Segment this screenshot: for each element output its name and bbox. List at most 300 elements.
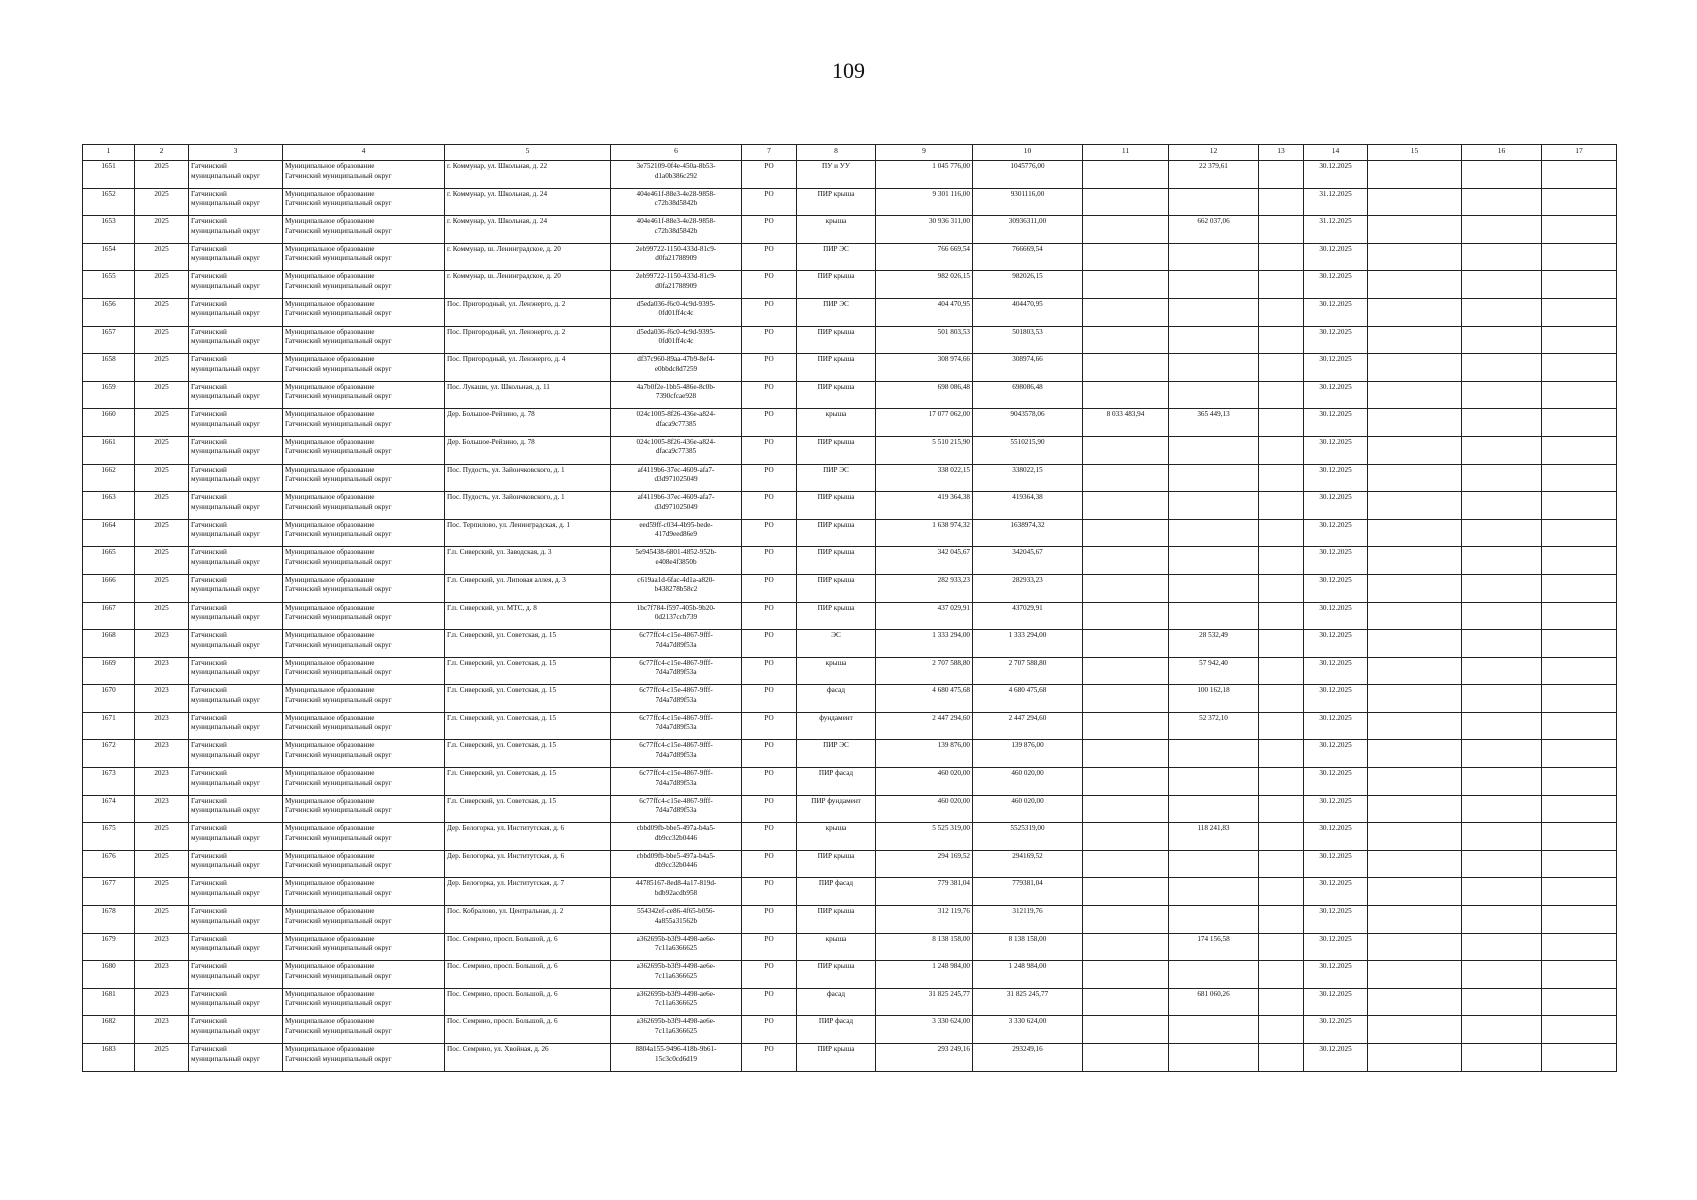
municipality-line1: Муниципальное образование (285, 575, 375, 584)
district (189, 519, 283, 547)
operator: РО (742, 1044, 797, 1072)
col-16 (1462, 436, 1542, 464)
col-16 (1462, 823, 1542, 851)
total-cost: 9 301 116,00 (876, 188, 973, 216)
house-guid-line1: d5eda036-f6c0-4c9d-9395- (636, 299, 716, 308)
municipality-line1: Муниципальное образование (285, 437, 375, 446)
table-row (83, 1044, 1617, 1072)
address: Г.п. Сиверский, ул. Советская, д. 15 (445, 685, 611, 713)
house-guid (611, 326, 742, 354)
total-cost: 501 803,53 (876, 326, 973, 354)
municipality-line1: Муниципальное образование (285, 465, 375, 474)
district-line2: муниципальный округ (191, 668, 260, 677)
municipality (283, 243, 445, 271)
total-cost: 3 330 624,00 (876, 1016, 973, 1044)
column-header: 4 (283, 145, 445, 161)
house-guid (611, 602, 742, 630)
district-line1: Гатчинский (191, 879, 227, 888)
row-number: 1665 (83, 547, 135, 575)
col-13 (1259, 1044, 1304, 1072)
row-number: 1675 (83, 823, 135, 851)
table-row (83, 740, 1617, 768)
control-cost (1169, 547, 1259, 575)
work-type: крыша (797, 933, 876, 961)
col-17 (1542, 354, 1617, 382)
control-cost (1169, 1044, 1259, 1072)
work-type: ПИР крыша (797, 492, 876, 520)
work-type: крыша (797, 657, 876, 685)
total-cost: 1 045 776,00 (876, 161, 973, 189)
due-date: 30.12.2025 (1304, 436, 1368, 464)
column-header: 17 (1542, 145, 1617, 161)
total-cost: 766 669,54 (876, 243, 973, 271)
column-header: 11 (1083, 145, 1169, 161)
col-16 (1462, 574, 1542, 602)
house-guid-line1: 554342ef-ce86-4f65-b056- (637, 907, 715, 916)
district-line1: Гатчинский (191, 382, 227, 391)
district-line1: Гатчинский (191, 437, 227, 446)
col-15 (1368, 188, 1462, 216)
col-16 (1462, 740, 1542, 768)
house-guid-line2: 7d4a7d89f53a (655, 750, 697, 759)
fund-cost: 5525319,00 (973, 823, 1083, 851)
row-number: 1651 (83, 161, 135, 189)
municipality-line2: Гатчинский муниципальный округ (285, 447, 392, 456)
municipality-line2: Гатчинский муниципальный округ (285, 502, 392, 511)
col-15 (1368, 795, 1462, 823)
work-type: ПИР ЭС (797, 740, 876, 768)
year: 2023 (135, 768, 189, 796)
work-type: ПИР крыша (797, 271, 876, 299)
column-header: 15 (1368, 145, 1462, 161)
work-type: ПИР ЭС (797, 243, 876, 271)
operator: РО (742, 685, 797, 713)
house-guid-line1: 6c77ffc4-c15e-4867-9fff- (639, 658, 713, 667)
table-row (83, 326, 1617, 354)
address: Пос. Семрино, просп. Большой, д. 6 (445, 1016, 611, 1044)
district-line2: муниципальный округ (191, 944, 260, 953)
fund-cost: 1 248 984,00 (973, 961, 1083, 989)
municipality (283, 436, 445, 464)
table-row (83, 381, 1617, 409)
municipality-line1: Муниципальное образование (285, 244, 375, 253)
house-guid-line2: 15c3c0cd6d19 (655, 1054, 697, 1063)
row-number: 1673 (83, 768, 135, 796)
fund-cost: 437029,91 (973, 602, 1083, 630)
house-guid-line2: 7d4a7d89f53a (655, 806, 697, 815)
work-type: фасад (797, 685, 876, 713)
address: Пос. Кобралово, ул. Центральная, д. 2 (445, 906, 611, 934)
col-17 (1542, 906, 1617, 934)
fund-cost: 779381,04 (973, 878, 1083, 906)
budget-cost (1083, 657, 1169, 685)
col-17 (1542, 712, 1617, 740)
municipality-line1: Муниципальное образование (285, 934, 375, 943)
col-13 (1259, 823, 1304, 851)
district-line1: Гатчинский (191, 162, 227, 170)
year: 2025 (135, 243, 189, 271)
district (189, 823, 283, 851)
municipality-line2: Гатчинский муниципальный округ (285, 778, 392, 787)
col-17 (1542, 188, 1617, 216)
district-line1: Гатчинский (191, 824, 227, 833)
col-17 (1542, 464, 1617, 492)
district-line1: Гатчинский (191, 686, 227, 695)
col-15 (1368, 492, 1462, 520)
house-guid-line1: 404e461f-88e3-4e28-9858- (636, 217, 716, 226)
col-16 (1462, 1044, 1542, 1072)
house-guid-line2: 0fd01ff4c4c (658, 337, 694, 346)
district-line1: Гатчинский (191, 741, 227, 750)
col-17 (1542, 602, 1617, 630)
control-cost (1169, 464, 1259, 492)
control-cost: 681 060,26 (1169, 988, 1259, 1016)
control-cost (1169, 574, 1259, 602)
address: Пос. Пудость, ул. Зайончковского, д. 1 (445, 492, 611, 520)
row-number: 1657 (83, 326, 135, 354)
municipality (283, 1016, 445, 1044)
col-15 (1368, 574, 1462, 602)
address: Пос. Пригородный, ул. Ленэнерго, д. 2 (445, 298, 611, 326)
district-line1: Гатчинский (191, 962, 227, 971)
district (189, 740, 283, 768)
table-row (83, 298, 1617, 326)
house-guid-line1: 44785167-8ed8-4a17-819d- (635, 879, 717, 888)
total-cost: 139 876,00 (876, 740, 973, 768)
total-cost: 8 138 158,00 (876, 933, 973, 961)
fund-cost: 698086,48 (973, 381, 1083, 409)
col-17 (1542, 243, 1617, 271)
municipality (283, 1044, 445, 1072)
total-cost: 338 022,15 (876, 464, 973, 492)
district-line2: муниципальный округ (191, 806, 260, 815)
col-17 (1542, 436, 1617, 464)
work-type: ПИР крыша (797, 547, 876, 575)
col-13 (1259, 906, 1304, 934)
municipality-line2: Гатчинский муниципальный округ (285, 475, 392, 484)
budget-cost (1083, 188, 1169, 216)
year: 2025 (135, 823, 189, 851)
table-row (83, 906, 1617, 934)
col-13 (1259, 630, 1304, 658)
total-cost: 460 020,00 (876, 768, 973, 796)
house-guid-line2: c72b38d5842b (654, 226, 698, 235)
operator: РО (742, 271, 797, 299)
house-guid (611, 216, 742, 244)
control-cost (1169, 326, 1259, 354)
work-type: ПИР крыша (797, 326, 876, 354)
col-15 (1368, 298, 1462, 326)
col-17 (1542, 685, 1617, 713)
due-date: 30.12.2025 (1304, 933, 1368, 961)
district (189, 933, 283, 961)
year: 2023 (135, 712, 189, 740)
district-line2: муниципальный округ (191, 750, 260, 759)
due-date: 30.12.2025 (1304, 409, 1368, 437)
municipality-line1: Муниципальное образование (285, 603, 375, 612)
due-date: 30.12.2025 (1304, 988, 1368, 1016)
municipality-line2: Гатчинский муниципальный округ (285, 613, 392, 621)
col-15 (1368, 933, 1462, 961)
municipality (283, 602, 445, 630)
municipality-line1: Муниципальное образование (285, 162, 375, 170)
district-line1: Гатчинский (191, 327, 227, 336)
col-13 (1259, 933, 1304, 961)
budget-cost (1083, 988, 1169, 1016)
district (189, 547, 283, 575)
col-13 (1259, 850, 1304, 878)
col-16 (1462, 906, 1542, 934)
control-cost (1169, 519, 1259, 547)
row-number: 1678 (83, 906, 135, 934)
due-date: 30.12.2025 (1304, 740, 1368, 768)
district-line1: Гатчинский (191, 355, 227, 364)
row-number: 1676 (83, 850, 135, 878)
year: 2025 (135, 878, 189, 906)
house-guid-line2: d1a0b386c292 (654, 171, 698, 180)
fund-cost: 1638974,32 (973, 519, 1083, 547)
year: 2025 (135, 574, 189, 602)
district-line2: муниципальный округ (191, 613, 260, 621)
house-guid-line1: 6c77ffc4-c15e-4867-9fff- (639, 741, 713, 750)
district (189, 161, 283, 189)
due-date: 30.12.2025 (1304, 519, 1368, 547)
operator: РО (742, 354, 797, 382)
house-guid-line2: e408e4f3850b (655, 557, 697, 566)
control-cost (1169, 381, 1259, 409)
house-guid (611, 712, 742, 740)
col-13 (1259, 354, 1304, 382)
year: 2025 (135, 161, 189, 189)
operator: РО (742, 574, 797, 602)
house-guid-line1: d5eda036-f6c0-4c9d-9395- (636, 327, 716, 336)
district-line1: Гатчинский (191, 575, 227, 584)
operator: РО (742, 1016, 797, 1044)
municipality-line2: Гатчинский муниципальный округ (285, 668, 392, 677)
column-header: 14 (1304, 145, 1368, 161)
col-15 (1368, 657, 1462, 685)
municipality-line2: Гатчинский муниципальный округ (285, 254, 392, 263)
municipality (283, 657, 445, 685)
due-date: 30.12.2025 (1304, 878, 1368, 906)
column-header: 6 (611, 145, 742, 161)
col-17 (1542, 326, 1617, 354)
house-guid-line2: e0bbdc8d7259 (654, 364, 698, 373)
district-line2: муниципальный округ (191, 419, 260, 428)
budget-cost (1083, 436, 1169, 464)
house-guid-line2: bdb92acdb958 (654, 888, 698, 897)
year: 2025 (135, 298, 189, 326)
total-cost: 1 638 974,32 (876, 519, 973, 547)
house-guid-line2: 7390cfcae928 (655, 392, 697, 401)
fund-cost: 9043578,06 (973, 409, 1083, 437)
year: 2025 (135, 216, 189, 244)
col-15 (1368, 685, 1462, 713)
work-type: фундамент (797, 712, 876, 740)
municipality-line1: Муниципальное образование (285, 548, 375, 557)
row-number: 1662 (83, 464, 135, 492)
budget-cost (1083, 906, 1169, 934)
district-line1: Гатчинский (191, 1017, 227, 1026)
col-17 (1542, 657, 1617, 685)
control-cost (1169, 271, 1259, 299)
col-15 (1368, 906, 1462, 934)
table-row (83, 850, 1617, 878)
column-header: 7 (742, 145, 797, 161)
municipality (283, 630, 445, 658)
district (189, 1044, 283, 1072)
municipality-line2: Гатчинский муниципальный округ (285, 888, 392, 897)
due-date: 30.12.2025 (1304, 547, 1368, 575)
col-16 (1462, 630, 1542, 658)
house-guid-line2: d0fa21788909 (655, 254, 697, 263)
year: 2025 (135, 464, 189, 492)
district (189, 492, 283, 520)
total-cost: 460 020,00 (876, 795, 973, 823)
col-17 (1542, 409, 1617, 437)
municipality-line2: Гатчинский муниципальный округ (285, 971, 392, 980)
municipality (283, 492, 445, 520)
district-line1: Гатчинский (191, 713, 227, 722)
table-row (83, 768, 1617, 796)
fund-cost: 30936311,00 (973, 216, 1083, 244)
house-guid (611, 657, 742, 685)
row-number: 1679 (83, 933, 135, 961)
house-guid-line1: af4119b6-37ec-4609-afa7- (637, 465, 715, 474)
budget-cost (1083, 602, 1169, 630)
house-guid-line1: c619aa1d-6fac-4d1a-a820- (637, 575, 715, 584)
municipality-line2: Гатчинский муниципальный округ (285, 916, 392, 925)
address: Г.п. Сиверский, ул. Советская, д. 15 (445, 768, 611, 796)
due-date: 31.12.2025 (1304, 188, 1368, 216)
municipality-line1: Муниципальное образование (285, 1017, 375, 1026)
fund-cost: 294169,52 (973, 850, 1083, 878)
district (189, 326, 283, 354)
table-row (83, 161, 1617, 189)
col-13 (1259, 712, 1304, 740)
row-number: 1681 (83, 988, 135, 1016)
table-row (83, 961, 1617, 989)
due-date: 30.12.2025 (1304, 1016, 1368, 1044)
address: Пос. Семрино, просп. Большой, д. 6 (445, 961, 611, 989)
table-row (83, 1016, 1617, 1044)
district-line1: Гатчинский (191, 796, 227, 805)
total-cost: 779 381,04 (876, 878, 973, 906)
municipality-line1: Муниципальное образование (285, 796, 375, 805)
work-type: ПИР крыша (797, 961, 876, 989)
municipality (283, 574, 445, 602)
municipality-line1: Муниципальное образование (285, 382, 375, 391)
fund-cost: 460 020,00 (973, 768, 1083, 796)
budget-cost (1083, 795, 1169, 823)
total-cost: 293 249,16 (876, 1044, 973, 1072)
col-17 (1542, 850, 1617, 878)
budget-cost (1083, 768, 1169, 796)
district-line2: муниципальный округ (191, 971, 260, 980)
address: г. Коммунар, ул. Школьная, д. 22 (445, 161, 611, 189)
municipality-line2: Гатчинский муниципальный округ (285, 999, 392, 1008)
municipality-line2: Гатчинский муниципальный округ (285, 1026, 392, 1035)
operator: РО (742, 657, 797, 685)
district (189, 685, 283, 713)
control-cost (1169, 961, 1259, 989)
due-date: 30.12.2025 (1304, 381, 1368, 409)
house-guid-line1: 6c77ffc4-c15e-4867-9fff- (639, 713, 713, 722)
district (189, 712, 283, 740)
municipality-line2: Гатчинский муниципальный округ (285, 944, 392, 953)
table-row (83, 602, 1617, 630)
municipality (283, 381, 445, 409)
district (189, 243, 283, 271)
house-guid-line1: 024c1005-8f26-436e-a824- (636, 410, 716, 419)
column-header: 13 (1259, 145, 1304, 161)
district (189, 906, 283, 934)
work-type: ПУ и УУ (797, 161, 876, 189)
municipality-line1: Муниципальное образование (285, 327, 375, 336)
control-cost (1169, 243, 1259, 271)
fund-cost: 8 138 158,00 (973, 933, 1083, 961)
year: 2023 (135, 657, 189, 685)
total-cost: 419 364,38 (876, 492, 973, 520)
col-13 (1259, 161, 1304, 189)
budget-cost: 8 033 483,94 (1083, 409, 1169, 437)
house-guid-line1: a362695b-b3f9-4498-ae6e- (636, 962, 716, 971)
municipality-line2: Гатчинский муниципальный округ (285, 833, 392, 842)
col-16 (1462, 492, 1542, 520)
work-type: ЭС (797, 630, 876, 658)
district-line2: муниципальный округ (191, 281, 260, 290)
row-number: 1663 (83, 492, 135, 520)
col-17 (1542, 1016, 1617, 1044)
operator: РО (742, 878, 797, 906)
operator: РО (742, 712, 797, 740)
budget-cost (1083, 823, 1169, 851)
control-cost (1169, 740, 1259, 768)
row-number: 1659 (83, 381, 135, 409)
district-line2: муниципальный округ (191, 475, 260, 484)
house-guid-line2: c72b38d5842b (654, 199, 698, 208)
work-type: ПИР фасад (797, 878, 876, 906)
column-header: 3 (189, 145, 283, 161)
budget-cost (1083, 326, 1169, 354)
budget-cost (1083, 1016, 1169, 1044)
col-16 (1462, 326, 1542, 354)
budget-cost (1083, 740, 1169, 768)
total-cost: 5 525 319,00 (876, 823, 973, 851)
house-guid-line2: 7d4a7d89f53a (655, 778, 697, 787)
col-15 (1368, 161, 1462, 189)
district-line1: Гатчинский (191, 631, 227, 640)
house-guid-line2: 7d4a7d89f53a (655, 723, 697, 732)
house-guid (611, 768, 742, 796)
total-cost: 2 447 294,60 (876, 712, 973, 740)
col-16 (1462, 988, 1542, 1016)
col-15 (1368, 519, 1462, 547)
district-line2: муниципальный округ (191, 999, 260, 1008)
district-line1: Гатчинский (191, 769, 227, 778)
district-line2: муниципальный округ (191, 199, 260, 208)
due-date: 30.12.2025 (1304, 712, 1368, 740)
col-13 (1259, 519, 1304, 547)
col-17 (1542, 878, 1617, 906)
address: Пос. Семрино, просп. Большой, д. 6 (445, 933, 611, 961)
col-15 (1368, 1044, 1462, 1072)
table-row (83, 464, 1617, 492)
year: 2025 (135, 1044, 189, 1072)
fund-cost: 139 876,00 (973, 740, 1083, 768)
col-16 (1462, 1016, 1542, 1044)
col-15 (1368, 271, 1462, 299)
